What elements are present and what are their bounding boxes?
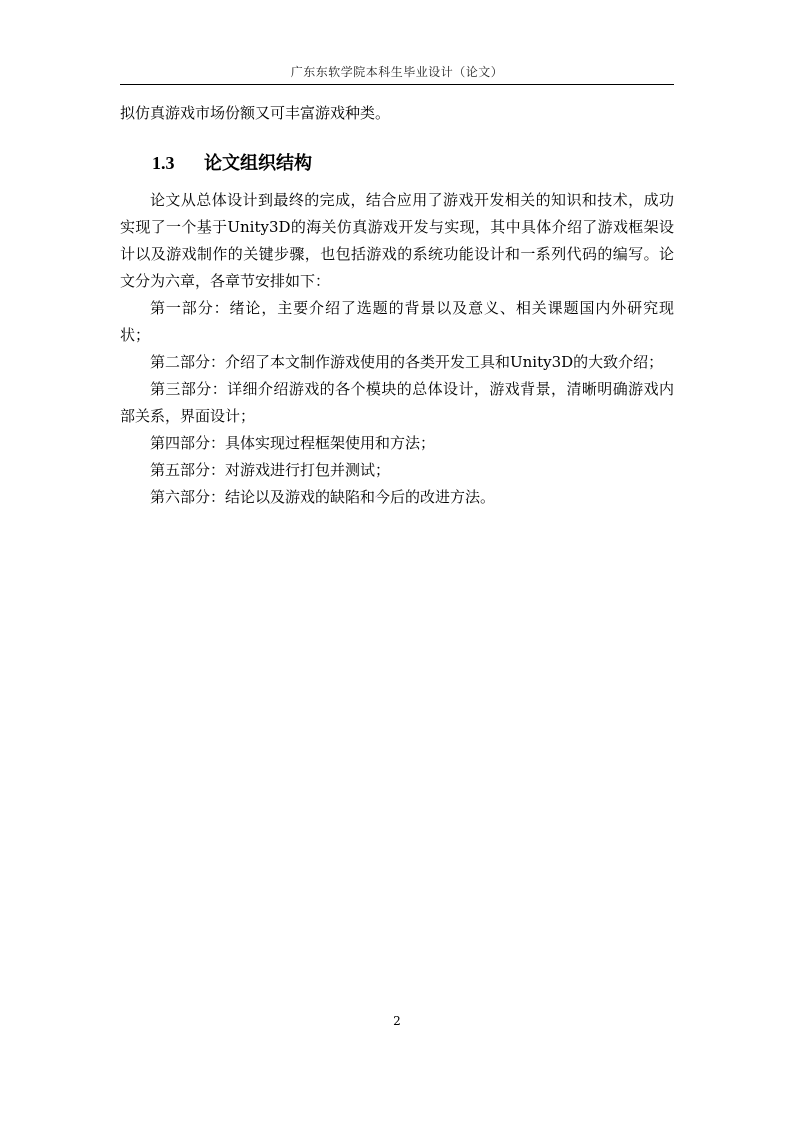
section-body [120, 187, 674, 511]
paragraph-intro: 论文从总体设计到最终的完成，结合应用了游戏开发相关的知识和技术，成功实现了一个基于Unity3D的海关仿真游戏开发与实现，其中具体介绍了游戏框架设计以及游戏制作的关键步骤，也包括游戏的系统功能设计和一系列代码的编写。论文分为六章，各章节安排如下： [120, 191, 674, 290]
section-number: 1.3 [152, 153, 175, 173]
section-heading [152, 150, 312, 177]
paragraph-part-4: 第四部分：具体实现过程框架使用和方法； [150, 434, 436, 452]
header-divider [120, 84, 674, 85]
paragraph-part-3: 第三部分：详细介绍游戏的各个模块的总体设计，游戏背景，清晰明确游戏内部关系，界面设计； [120, 380, 674, 425]
continuation-paragraph: 拟仿真游戏市场份额又可丰富游戏种类。 [120, 104, 391, 122]
page-number: 2 [393, 1014, 401, 1028]
paragraph-part-5: 第五部分：对游戏进行打包并测试； [150, 461, 391, 479]
running-header: 广东东软学院本科生毕业设计（论文） [290, 65, 504, 79]
paragraph-part-2: 第二部分：介绍了本文制作游戏使用的各类开发工具和Unity3D的大致介绍； [150, 353, 664, 371]
section-title: 论文组织结构 [204, 153, 312, 174]
paragraph-part-6: 第六部分：结论以及游戏的缺陷和今后的改进方法。 [150, 488, 496, 506]
paragraph-part-1: 第一部分：绪论，主要介绍了选题的背景以及意义、相关课题国内外研究现状； [120, 299, 674, 344]
